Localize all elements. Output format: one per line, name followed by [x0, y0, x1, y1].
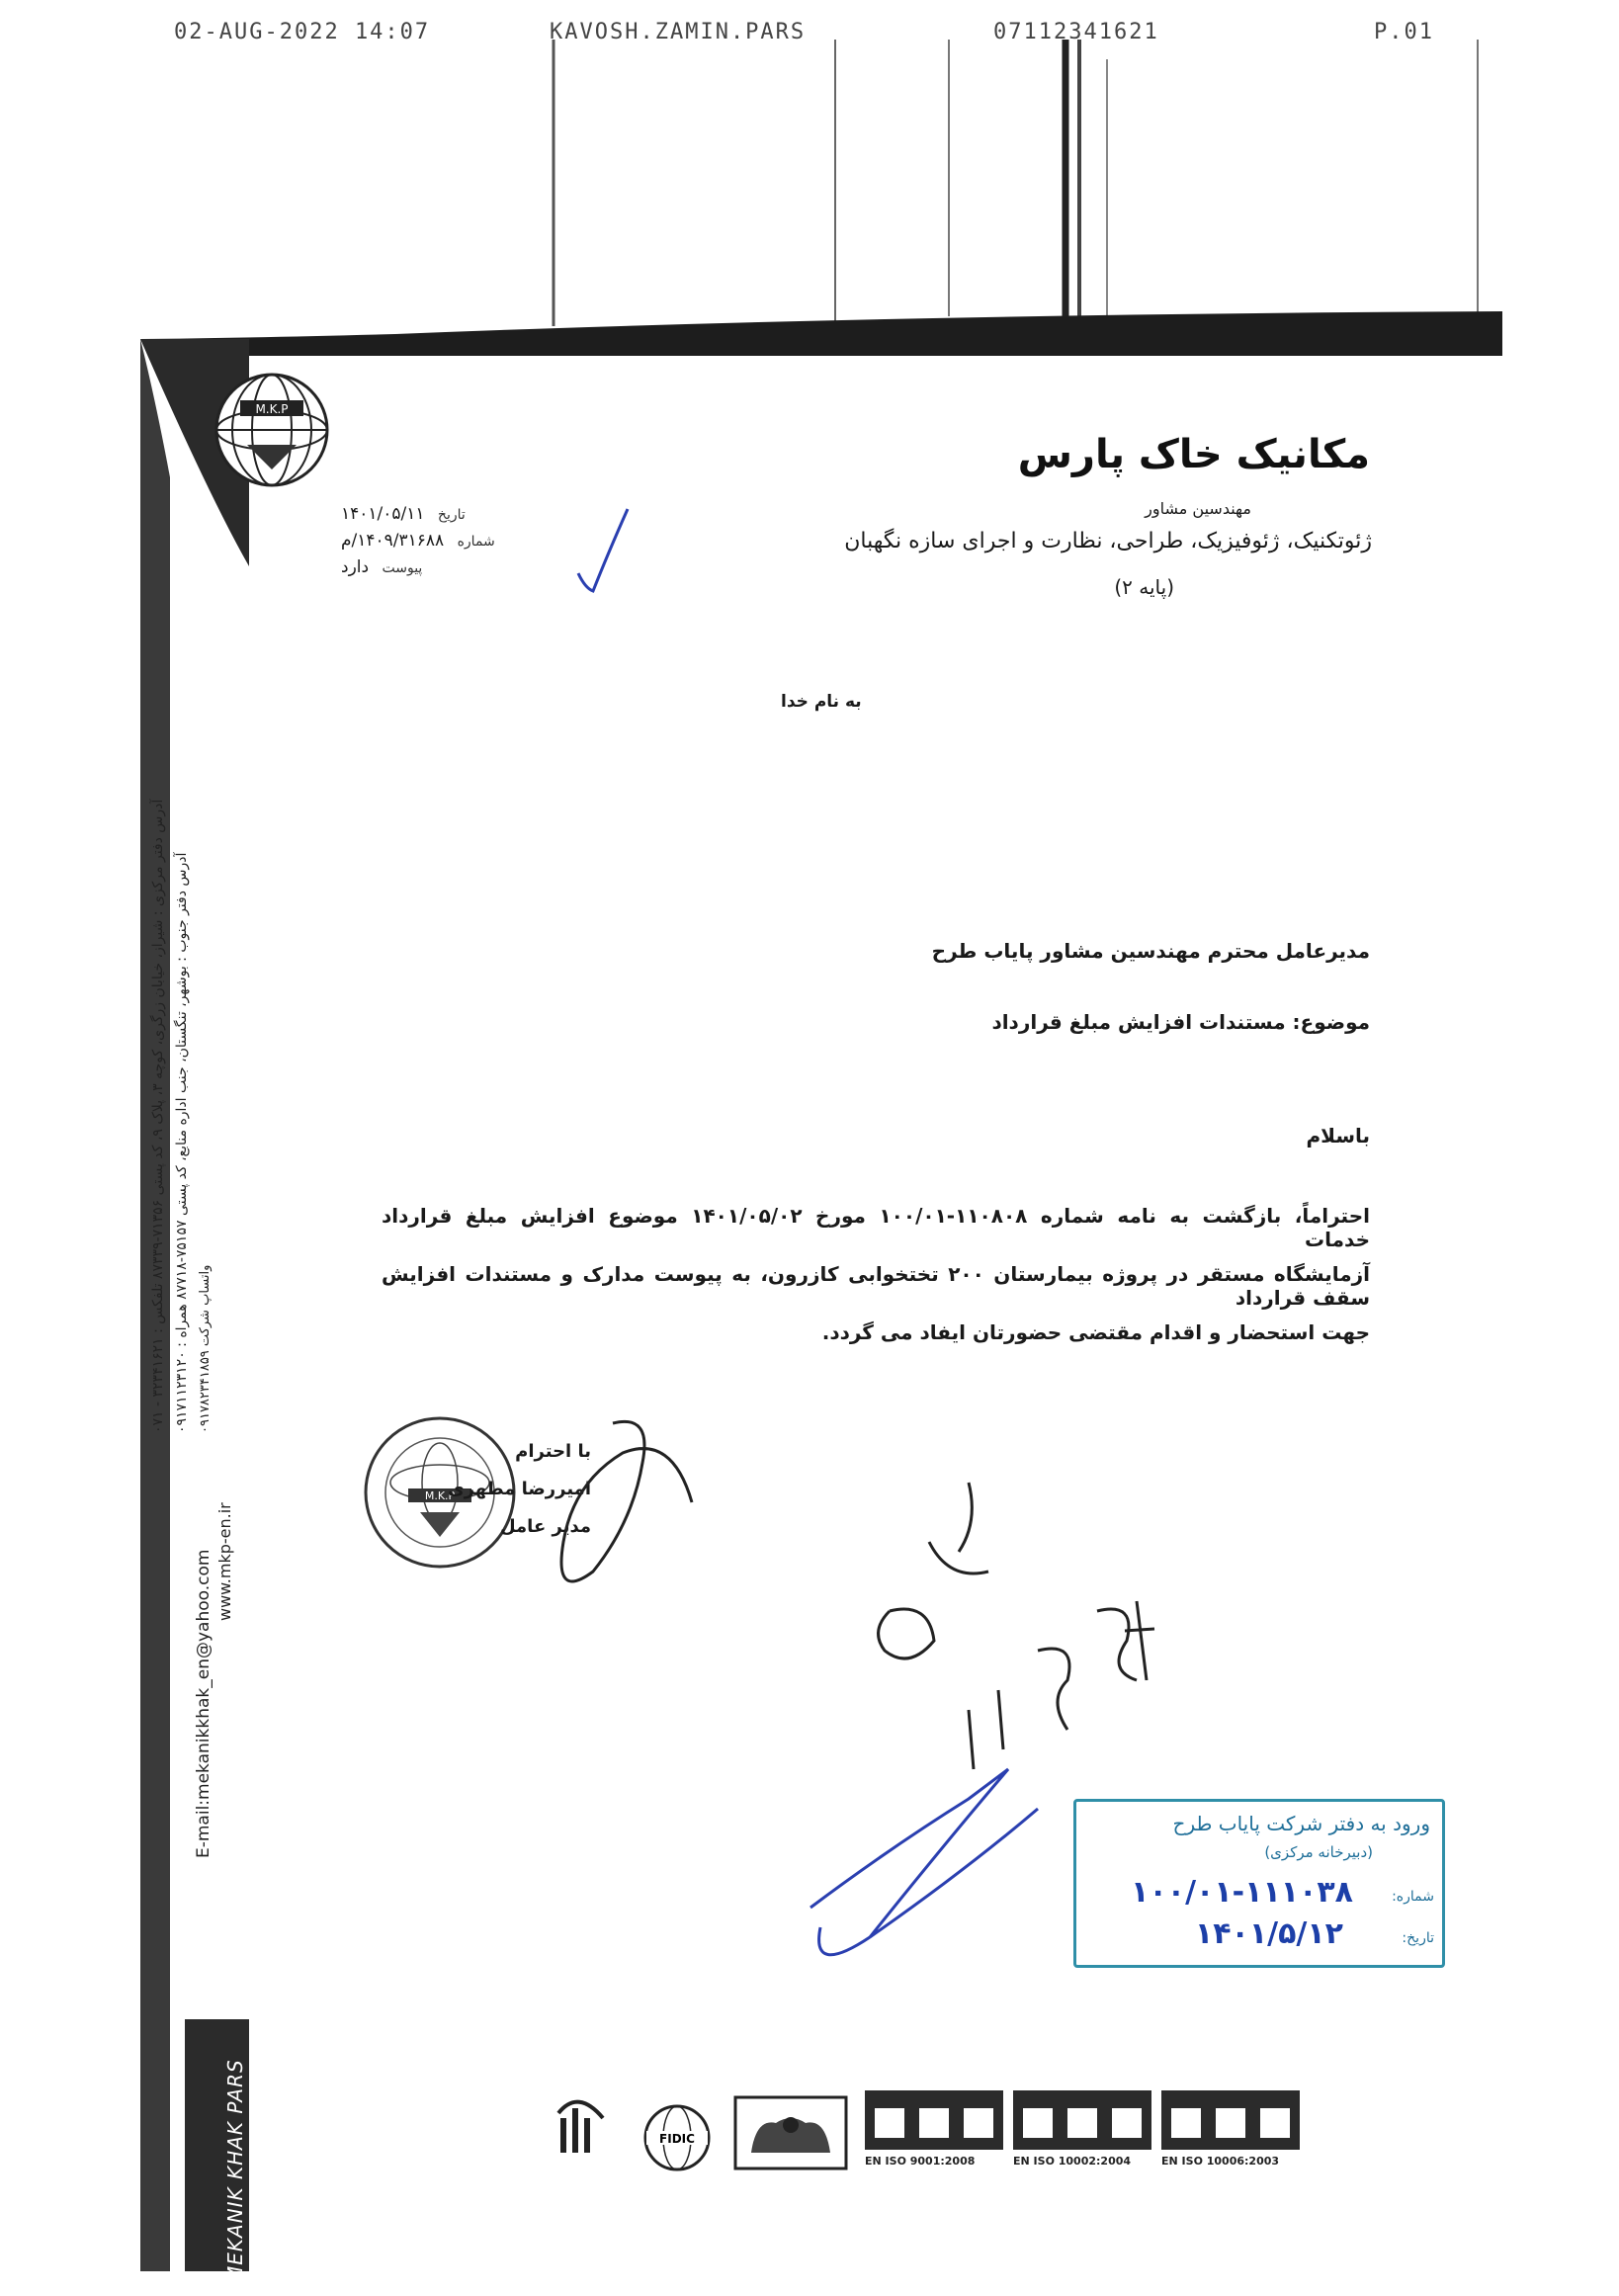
fax-datetime: 02-AUG-2022 14:07 — [174, 20, 431, 44]
reg-stamp-subtitle: (دبیرخانه مرکزی) — [1264, 1843, 1373, 1861]
reg-stamp-number-label: شماره: — [1392, 1889, 1434, 1905]
blue-check-mark — [573, 504, 633, 593]
lion-emblem-logo — [731, 2093, 850, 2172]
letter-body-line-3: جهت استحضار و اقدام مقتضی حضورتان ایفاد می گردد. — [821, 1320, 1370, 1344]
company-grade: (پایه ۲) — [1114, 575, 1174, 599]
meta-number-value: ۱۴۰۹/۳۱۶۸۸/م — [341, 531, 445, 551]
fidic-text: FIDIC — [659, 2132, 695, 2146]
fidic-logo — [642, 2103, 712, 2172]
letter-closing-block — [448, 1433, 591, 1546]
meta-number-label: شماره — [457, 534, 495, 550]
cert-label-iso-10006: EN ISO 10006:2003 — [1161, 2155, 1280, 2168]
registration-stamp — [1073, 1799, 1445, 1968]
letter-body-line-1: احتراماً، بازگشت به نامه شماره ۱۱۰۸۰۸-۱۰۰/۰۱ مورخ ۱۴۰۱/۰۵/۰۲ موضوع افزایش مبلغ قرارداد خدمات — [382, 1204, 1370, 1251]
letter-greeting: باسلام — [1306, 1124, 1370, 1148]
cert-label-iso-10002: EN ISO 10002:2004 — [1013, 2155, 1132, 2168]
sidebar-website: www.mkp-en.ir — [215, 1502, 234, 1621]
iso-10006-badge-icon — [1161, 2090, 1300, 2150]
closing-text: با احترام — [515, 1441, 591, 1462]
letter-body-line-2: آزمایشگاه مستقر در پروژه بیمارستان ۲۰۰ تختخوابی کازرون، به پیوست مدارک و مستندات افزایش سقف قرارداد — [382, 1262, 1370, 1310]
sidebar-address-central: آدرس دفتر مرکزی : شیراز، خیابان زرگری، کوچه ۳، پلاک ۹، کد پستی ۷۱۳۵۶-۸۷۳۳۹ تلفکس : ۳۲۳۴۱۶۲۱ - ۰۷۱ — [150, 799, 166, 1433]
meta-attachment-label: پیوست — [382, 560, 423, 576]
logo-mkp-text: M.K.P — [255, 402, 289, 416]
company-subtitle: مهندسین مشاور — [1145, 499, 1251, 518]
brand-vertical-text: MEKANIK KHAK PARS — [223, 2059, 247, 2283]
company-globe-logo — [213, 371, 331, 489]
iran-consultants-logo-icon — [554, 2093, 613, 2163]
signer-name: امیررضا مطهری — [448, 1479, 591, 1499]
reg-stamp-date-value: ۱۴۰۱/۵/۱۲ — [1194, 1916, 1343, 1951]
iso-10002-badge-icon — [1013, 2090, 1151, 2150]
meta-date-value: ۱۴۰۱/۰۵/۱۱ — [341, 504, 425, 524]
iso-9001-badge-icon — [865, 2090, 1003, 2150]
fax-sender: KAVOSH.ZAMIN.PARS — [550, 20, 807, 44]
meta-attachment — [341, 557, 422, 577]
reg-stamp-date-label: تاریخ: — [1402, 1930, 1434, 1946]
company-services: ژئوتکنیک، ژئوفیزیک، طراحی، نظارت و اجرای سازه نگهبان — [844, 529, 1372, 553]
reg-stamp-number-value: ۱۰۰/۰۱-۱۱۱۰۳۸ — [1131, 1875, 1353, 1910]
letter-subject: موضوع: مستندات افزایش مبلغ قرارداد — [991, 1010, 1370, 1034]
sidebar-address-south: آدرس دفتر جنوب : بوشهر، تنگستان، جنب اداره منابع، کد پستی ۷۵۱۵۷-۸۷۷۱۸ همراه : ۰۹۱۷۱۱۲۳۱۲۰ — [174, 852, 190, 1433]
seal-mkp-text: M.K.P — [424, 1489, 456, 1502]
basmala: به نام خدا — [781, 692, 862, 712]
reg-stamp-title: ورود به دفتر شرکت پایاب طرح — [1172, 1812, 1430, 1835]
letter-addressee: مدیرعامل محترم مهندسین مشاور پایاب طرح — [931, 939, 1370, 963]
letterhead-top-band — [0, 0, 1619, 356]
meta-attachment-value: دارد — [341, 557, 370, 577]
meta-date-label: تاریخ — [437, 507, 466, 523]
fax-phone: 07112341621 — [993, 20, 1159, 44]
sidebar-whatsapp: واتساپ شرکت ۰۹۱۷۸۲۳۴۱۸۵۹ — [198, 1264, 213, 1433]
sidebar-email: E-mail:mekanikkhak_en@yahoo.com — [194, 1549, 213, 1858]
signer-title: مدیر عامل — [499, 1516, 591, 1537]
fax-page: P.01 — [1374, 20, 1434, 44]
company-name: مکانیک خاک پارس — [1017, 432, 1370, 477]
cert-label-iso-9001: EN ISO 9001:2008 — [865, 2155, 976, 2168]
meta-date — [341, 504, 466, 524]
meta-number — [341, 531, 495, 551]
